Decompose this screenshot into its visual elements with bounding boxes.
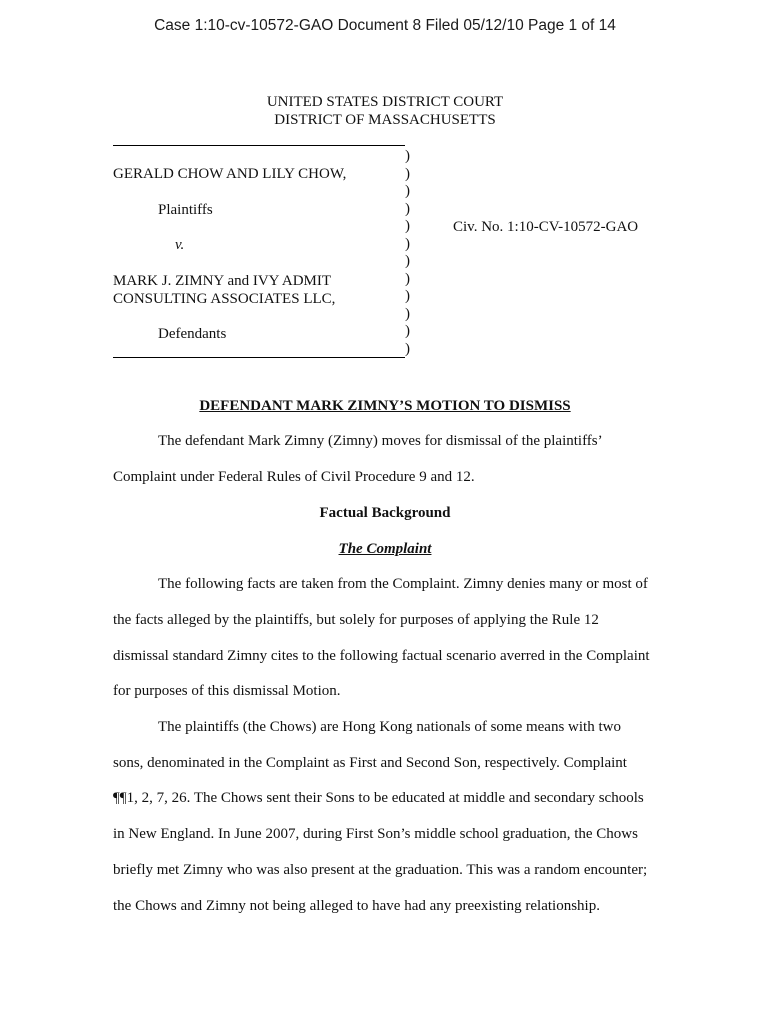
- caption-paren-column: [405, 148, 410, 358]
- defendants-label: Defendants: [158, 326, 227, 342]
- paren: ): [405, 323, 410, 339]
- paragraph-line: ¶¶1, 2, 7, 26. The Chows sent their Sons to be educated at middle and secondary schools: [113, 790, 644, 806]
- paren: ): [405, 270, 410, 287]
- caption-top-rule: [113, 145, 405, 146]
- paragraph-line: the Chows and Zimny not being alleged to have had any preexisting relationship.: [113, 898, 600, 914]
- paragraph-line: briefly met Zimny who was also present at the graduation. This was a random encounter;: [113, 862, 648, 878]
- paragraph-line: dismissal standard Zimny cites to the following factual scenario averred in the Complaint: [113, 648, 650, 664]
- paren: ): [405, 183, 410, 199]
- plaintiffs-label: Plaintiffs: [158, 202, 213, 218]
- paren: ): [405, 165, 410, 182]
- paren: ): [405, 148, 410, 164]
- paren: ): [405, 340, 410, 357]
- section-heading: Factual Background: [319, 505, 451, 521]
- court-district: DISTRICT OF MASSACHUSETTS: [274, 112, 496, 128]
- subsection-heading: The Complaint: [338, 541, 432, 557]
- defendants-names-line1: MARK J. ZIMNY and IVY ADMIT: [113, 273, 332, 289]
- paren: ): [405, 200, 410, 217]
- paren: ): [405, 218, 410, 234]
- paren: ): [405, 288, 410, 304]
- civil-number: Civ. No. 1:10-CV-10572-GAO: [453, 219, 639, 235]
- paren: ): [405, 235, 410, 252]
- caption-bottom-rule: [113, 357, 405, 358]
- intro-line: Complaint under Federal Rules of Civil Procedure 9 and 12.: [113, 469, 475, 485]
- paragraph-line: The plaintiffs (the Chows) are Hong Kong nationals of some means with two: [158, 719, 621, 735]
- paragraph-line: in New England. In June 2007, during First Son’s middle school graduation, the Chows: [113, 826, 638, 842]
- case-header: Case 1:10-cv-10572-GAO Document 8 Filed 05/12/10 Page 1 of 14: [154, 17, 616, 34]
- court-name: UNITED STATES DISTRICT COURT: [266, 94, 504, 110]
- paragraph-line: sons, denominated in the Complaint as First and Second Son, respectively. Complaint: [113, 755, 627, 771]
- plaintiffs-names: GERALD CHOW AND LILY CHOW,: [113, 166, 347, 182]
- paragraph-line: for purposes of this dismissal Motion.: [113, 683, 341, 699]
- motion-title: DEFENDANT MARK ZIMNY’S MOTION TO DISMISS: [199, 398, 571, 414]
- paren: ): [405, 253, 410, 269]
- defendants-names-line2: CONSULTING ASSOCIATES LLC,: [113, 291, 336, 307]
- paragraph-line: the facts alleged by the plaintiffs, but solely for purposes of applying the Rule 12: [113, 612, 599, 628]
- versus-label: v.: [175, 237, 185, 253]
- paragraph-line: The following facts are taken from the Complaint. Zimny denies many or most of: [158, 576, 648, 592]
- paren: ): [405, 305, 410, 322]
- intro-line: The defendant Mark Zimny (Zimny) moves for dismissal of the plaintiffs’: [158, 433, 603, 449]
